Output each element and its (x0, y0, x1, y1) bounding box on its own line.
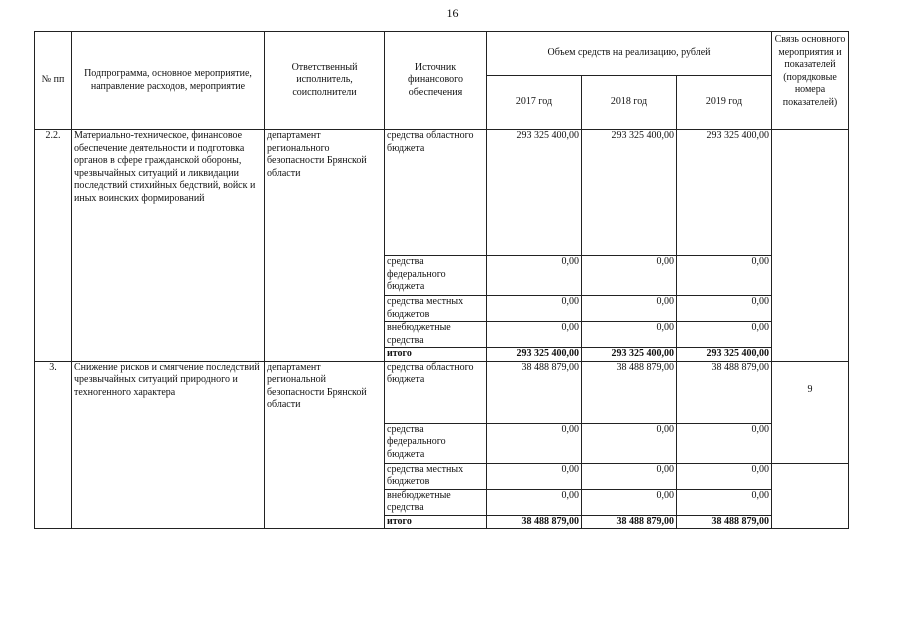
header-num: № пп (35, 32, 72, 130)
value-2019: 0,00 (677, 489, 772, 515)
value-2019: 0,00 (677, 322, 772, 348)
executor-cell: департамент региональной безопасности Брянской области (265, 361, 385, 529)
table-row (35, 361, 849, 423)
header-link: Связь основного мероприятия и показателей (порядковые номера показателей) (772, 32, 849, 130)
value-2019: 38 488 879,00 (677, 515, 772, 529)
row-number: 3. (35, 361, 72, 529)
value-2018: 293 325 400,00 (582, 348, 677, 362)
page-number: 16 (446, 6, 459, 20)
header-executor: Ответственный исполнитель, соисполнители (265, 32, 385, 130)
source-cell: средства местных бюджетов (385, 296, 487, 322)
value-2017: 0,00 (487, 256, 582, 296)
value-2019: 38 488 879,00 (677, 361, 772, 423)
value-2018: 38 488 879,00 (582, 515, 677, 529)
header-source: Источник финансового обеспечения (385, 32, 487, 130)
source-cell: итого (385, 348, 487, 362)
program-cell: Снижение рисков и смягчение последствий чрезвычайных ситуаций природного и техногенного характера (72, 361, 265, 529)
value-2018: 0,00 (582, 296, 677, 322)
value-2018: 0,00 (582, 489, 677, 515)
value-2019: 293 325 400,00 (677, 348, 772, 362)
value-2019: 0,00 (677, 256, 772, 296)
value-2017: 0,00 (487, 423, 582, 463)
value-2019: 293 325 400,00 (677, 130, 772, 256)
value-2017: 293 325 400,00 (487, 130, 582, 256)
source-cell: средства местных бюджетов (385, 463, 487, 489)
source-cell: средства федерального бюджета (385, 423, 487, 463)
link-cell: 9 (772, 361, 849, 463)
header-year-2018: 2018 год (582, 76, 677, 130)
row-number: 2.2. (35, 130, 72, 362)
value-2019: 0,00 (677, 423, 772, 463)
source-cell: внебюджетные средства (385, 489, 487, 515)
link-cell (772, 130, 849, 362)
value-2017: 0,00 (487, 322, 582, 348)
value-2018: 293 325 400,00 (582, 130, 677, 256)
header-year-2019: 2019 год (677, 76, 772, 130)
value-2017: 0,00 (487, 463, 582, 489)
value-2017: 293 325 400,00 (487, 348, 582, 362)
header-volume: Объем средств на реализацию, рублей (487, 32, 772, 76)
source-cell: итого (385, 515, 487, 529)
value-2017: 0,00 (487, 296, 582, 322)
program-cell: Материально-техническое, финансовое обеспечение деятельности и подготовка органов в сфере гражданской обороны, чрезвычайных ситуаций и ликвидации последствий стихийных бедствий, войск и иных воинских формирований (72, 130, 265, 362)
value-2017: 38 488 879,00 (487, 515, 582, 529)
source-cell: средства областного бюджета (385, 361, 487, 423)
source-cell: внебюджетные средства (385, 322, 487, 348)
value-2018: 0,00 (582, 256, 677, 296)
header-program: Подпрограмма, основное мероприятие, направление расходов, мероприятие (72, 32, 265, 130)
header-year-2017: 2017 год (487, 76, 582, 130)
value-2018: 0,00 (582, 322, 677, 348)
value-2017: 0,00 (487, 489, 582, 515)
value-2018: 0,00 (582, 423, 677, 463)
source-cell: средства областного бюджета (385, 130, 487, 256)
link-cell-empty (772, 463, 849, 529)
financing-table (34, 31, 849, 529)
value-2018: 0,00 (582, 463, 677, 489)
value-2019: 0,00 (677, 296, 772, 322)
value-2018: 38 488 879,00 (582, 361, 677, 423)
value-2017: 38 488 879,00 (487, 361, 582, 423)
executor-cell: департамент регионального безопасности Брянской области (265, 130, 385, 362)
source-cell: средства федерального бюджета (385, 256, 487, 296)
value-2019: 0,00 (677, 463, 772, 489)
table-row (35, 130, 849, 256)
